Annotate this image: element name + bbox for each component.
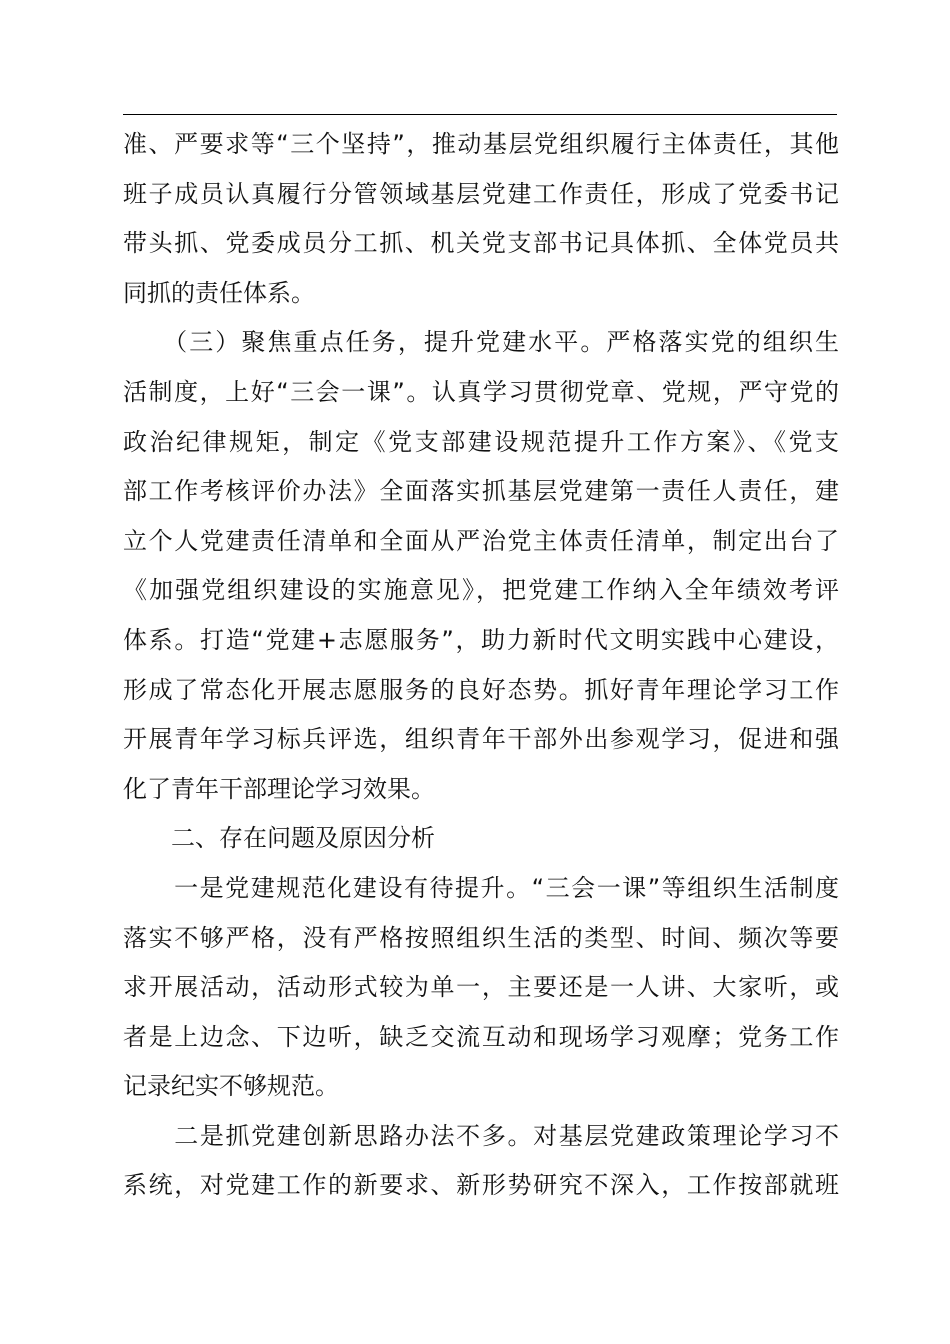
text-line: 一是党建规范化建设有待提升。“三会一课”等组织生活制度: [123, 873, 839, 902]
text-line: 系统，对党建工作的新要求、新形势研究不深入，工作按部就班: [123, 1171, 839, 1200]
text-line: 立个人党建责任清单和全面从严治党主体责任清单，制定出台了: [123, 526, 839, 555]
text-line: 活制度，上好“三会一课”。认真学习贯彻党章、党规，严守党的: [123, 377, 839, 406]
text-line: 带头抓、党委成员分工抓、机关党支部书记具体抓、全体党员共: [123, 229, 839, 258]
text-line: 记录纪实不够规范。: [123, 1072, 339, 1101]
text-line: 同抓的责任体系。: [123, 278, 315, 307]
text-line: 形成了常态化开展志愿服务的良好态势。抓好青年理论学习工作: [123, 675, 839, 704]
body-text: [123, 120, 839, 1211]
text-line: 开展青年学习标兵评选，组织青年干部外出参观学习，促进和强: [123, 725, 839, 754]
text-line: 者是上边念、下边听，缺乏交流互动和现场学习观摩；党务工作: [123, 1022, 839, 1051]
text-line: 体系。打造“党建+志愿服务”，助力新时代文明实践中心建设，: [123, 625, 839, 654]
section-heading-line: （三）聚焦重点任务，提升党建水平。严格落实党的组织生: [123, 328, 839, 357]
text-line: 求开展活动，活动形式较为单一，主要还是一人讲、大家听，或: [123, 973, 839, 1002]
section-heading: 二、存在问题及原因分析: [123, 824, 435, 853]
text-line: 班子成员认真履行分管领域基层党建工作责任，形成了党委书记: [123, 179, 839, 208]
text-line: 二是抓党建创新思路办法不多。对基层党建政策理论学习不: [123, 1121, 839, 1150]
text-line: 落实不够严格，没有严格按照组织生活的类型、时间、频次等要: [123, 923, 839, 952]
text-line: 政治纪律规矩，制定《党支部建设规范提升工作方案》、《党支: [123, 427, 839, 456]
text-line: 部工作考核评价办法》全面落实抓基层党建第一责任人责任，建: [123, 477, 839, 506]
header-rule: [123, 114, 837, 115]
text-line: 准、严要求等“三个坚持”，推动基层党组织履行主体责任，其他: [123, 130, 839, 158]
text-line: 化了青年干部理论学习效果。: [123, 774, 435, 803]
text-line: 《加强党组织建设的实施意见》，把党建工作纳入全年绩效考评: [123, 576, 839, 605]
